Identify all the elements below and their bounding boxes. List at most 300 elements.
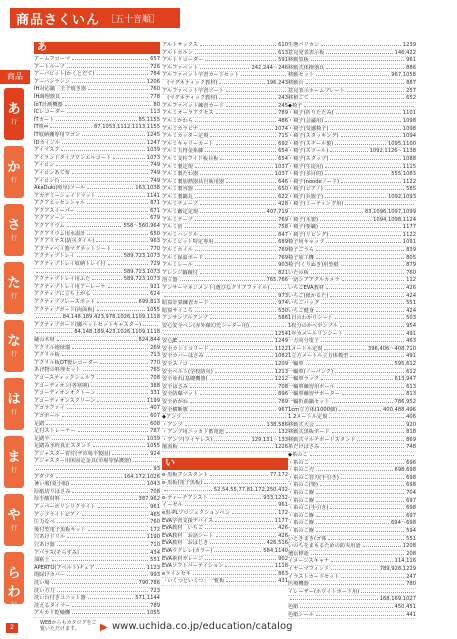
entry-page: 93 (153, 466, 160, 473)
entry-name: ITカート (34, 116, 55, 123)
entry-name: アルミホイル (162, 247, 193, 254)
leader-dots (67, 534, 145, 538)
index-entry (288, 460, 416, 468)
leader-dots (195, 186, 276, 190)
index-entry (34, 276, 160, 284)
leader-dots (290, 209, 363, 213)
leader-dots (195, 50, 276, 54)
index-entry (162, 217, 288, 225)
leader-dots (210, 495, 261, 499)
leader-dots (220, 156, 276, 160)
entry-page: 896 (278, 391, 288, 398)
index-entry (162, 437, 288, 445)
leader-dots (108, 261, 149, 265)
entry-name: アクリル板 (34, 352, 60, 359)
page-footer (0, 616, 457, 639)
index-entry (288, 232, 416, 240)
leader-dots (214, 548, 261, 552)
entry-name: 洗い場 (34, 579, 50, 586)
entry-name: ・糸のこ盤 (288, 497, 314, 504)
entry-name: 暗算サイころ (162, 307, 193, 314)
leader-dots (65, 102, 152, 106)
entry-name: ・アンプ (162, 421, 183, 428)
leader-dots (325, 194, 386, 198)
entry-name: アコーディオン(各寒期) (34, 382, 90, 389)
tab-4[interactable] (4, 320, 24, 372)
entry-page: 426 (406, 285, 416, 291)
entry-name: ・椅子(受講椅子) (288, 125, 329, 132)
entry-page: 787 (150, 428, 160, 435)
entry-name: IDカイジル (34, 139, 60, 146)
entry-name: 移動セット (288, 72, 314, 79)
entry-name: ・アンプ(ワイヤレス) (162, 436, 213, 443)
entry-name: 1メートル定規 (288, 345, 323, 352)
entry-page: 530 (278, 307, 288, 314)
index-entry (162, 338, 288, 346)
entry-page: 113 (150, 109, 160, 116)
index-entry (162, 510, 288, 518)
entry-name: アコースティックシェルフ (34, 374, 96, 381)
index-entry (34, 71, 160, 79)
leader-dots (93, 291, 149, 295)
entry-name: ◆糸のこ (288, 452, 308, 459)
leader-dots (52, 436, 145, 440)
entry-page: 699,813 (138, 299, 160, 305)
entry-name: アクアソーン (34, 215, 65, 222)
index-entry (34, 94, 160, 102)
index-entry (162, 548, 288, 556)
index-entry (34, 588, 160, 596)
leader-dots (311, 460, 404, 464)
leader-dots (320, 482, 404, 486)
leader-dots (62, 352, 148, 356)
entry-name: 一方向分電子 (288, 338, 320, 345)
leader-dots (210, 315, 276, 319)
entry-page: 424 (406, 307, 416, 314)
leader-dots (210, 133, 276, 137)
leader-dots (100, 360, 148, 364)
leader-dots (113, 246, 148, 250)
entry-name: 椅子用キャップ (288, 239, 325, 246)
index-entry (288, 604, 416, 612)
entry-name: (マグネティック教材) (162, 95, 218, 102)
entry-name: EVAソフトパーテイション (162, 563, 224, 570)
index-entry (288, 217, 416, 225)
entry-page: 805 (406, 254, 416, 261)
index-entry (162, 353, 288, 361)
leader-dots (225, 563, 272, 567)
leader-dots (215, 239, 276, 243)
index-entry (34, 284, 160, 292)
index-entry (162, 346, 288, 354)
entry-name: 1cm立方体(1000個) (288, 406, 338, 413)
entry-name: アルミ支柱フイド板目板 (162, 155, 219, 162)
leader-dots (61, 178, 148, 182)
entry-page: 1123 (146, 564, 160, 571)
entry-page: 1177 (402, 224, 416, 231)
index-entry (288, 467, 416, 475)
index-entry (34, 421, 160, 429)
entry-name: アクリル板OT製レコーダー (34, 359, 99, 366)
entry-name: アルミレール (162, 262, 193, 269)
entry-page: 1239 (402, 42, 416, 48)
entry-name: 意見発表表示板 (288, 49, 325, 56)
entry-name: アルミ製鍋丸 (162, 193, 193, 200)
index-entry (288, 148, 416, 156)
entry-page: 407 (150, 405, 160, 412)
entry-name: イメージスキャナ (288, 558, 330, 565)
entry-page: 1213 (274, 368, 288, 375)
index-entry (162, 133, 288, 141)
leader-dots (56, 162, 148, 166)
leader-dots (310, 452, 414, 456)
entry-page: 689 (278, 239, 288, 246)
entry-page: 813 (406, 391, 416, 398)
catalog-link[interactable]: www.uchida.co.jp/education/catalog (112, 621, 293, 632)
entry-page: 589,723,1073 (123, 276, 160, 283)
index-entry (288, 369, 416, 377)
entry-name: 安全ベルト(学校防災) (162, 368, 213, 375)
index-entry (288, 126, 416, 134)
leader-dots (311, 270, 404, 274)
tab-8[interactable] (4, 552, 24, 609)
index-entry (162, 285, 288, 293)
index-entry (34, 215, 160, 223)
entry-name: ・アンプ用ニッカド蓄電池 (162, 429, 224, 436)
index-entry (288, 475, 416, 483)
leader-dots (321, 300, 404, 304)
entry-name: 罷流板 (162, 444, 178, 451)
entry-page: 1082 (274, 353, 288, 360)
index-entry (34, 360, 160, 368)
entry-name: アルミ製たわ器 (162, 171, 199, 178)
leader-dots (206, 353, 273, 357)
index-entry (162, 126, 288, 134)
index-entry (288, 422, 416, 430)
leader-dots (164, 293, 276, 297)
entry-page: 710 (150, 542, 160, 548)
entry-page: 396,406〜408,710 (367, 345, 416, 352)
entry-page: 704 (406, 490, 416, 497)
index-entry (34, 231, 160, 239)
entry-name: アルファベット学習カードセット (162, 72, 240, 79)
entry-page: 424 (406, 292, 416, 299)
leader-dots (72, 170, 148, 174)
index-entry (288, 589, 416, 597)
index-entry (162, 480, 288, 488)
entry-name: アルミ箔 (162, 224, 183, 231)
entry-page: 1073 (146, 154, 160, 161)
entry-name: アルミカッター定規 (162, 133, 209, 140)
index-entry (34, 458, 160, 466)
entry-name: ・椅子(折りたたみ) (288, 110, 334, 117)
index-entry (34, 337, 160, 345)
tab-kana: か (7, 160, 21, 175)
index-entry (162, 293, 288, 301)
index-entry (34, 299, 160, 307)
leader-dots (210, 376, 273, 380)
leader-dots (326, 65, 404, 69)
leader-dots (98, 504, 148, 508)
leader-dots (190, 407, 276, 411)
index-entry (162, 533, 288, 541)
index-entry (162, 194, 288, 202)
index-entry (288, 277, 416, 285)
entry-page: 172 (278, 510, 288, 517)
entry-name: 1日のわかりシート (288, 315, 333, 322)
entry-page: 654 (278, 148, 288, 155)
leader-dots (180, 277, 265, 281)
entry-name: 椅子ごうら (288, 247, 314, 254)
entry-name: 安心JE (162, 338, 178, 345)
leader-dots (325, 171, 389, 175)
entry-name: 穴あけ器 (34, 542, 55, 548)
entry-name: ・椅子(木製) (288, 216, 318, 223)
leader-dots (321, 338, 404, 342)
index-entry (162, 110, 288, 118)
index-entry (288, 407, 416, 415)
index-entry (288, 80, 416, 88)
leader-dots (321, 444, 404, 448)
index-entry (288, 156, 416, 164)
tab-gyo: 行 (10, 467, 17, 474)
index-entry (288, 224, 416, 232)
leader-dots (226, 578, 276, 582)
leader-dots (342, 277, 405, 281)
index-entry (288, 209, 416, 217)
entry-name: 洗い台付きユニット器 (34, 595, 86, 602)
entry-page: 196,243 (266, 79, 288, 86)
entry-name: 一輪折曲鍋セット (288, 398, 330, 405)
entry-page: 698,698 (394, 467, 416, 474)
index-entry (34, 307, 160, 315)
entry-name: 安全カシミコリード (162, 345, 209, 352)
index-entry (162, 179, 288, 187)
entry-page: 586 (278, 315, 288, 322)
index-entry (288, 490, 416, 498)
tab-gyo: 行 (10, 351, 17, 358)
tab-1[interactable] (4, 146, 24, 198)
entry-page: 84,148,189,423,978,1026,1109,1118 (62, 314, 160, 321)
entry-name: アートループ (34, 63, 65, 70)
leader-dots (72, 603, 148, 607)
index-entry (288, 505, 416, 513)
entry-name: アクティブボード(両面板) (34, 306, 95, 313)
index-entry (34, 170, 160, 178)
entry-page: 269 (150, 344, 160, 351)
index-entry (288, 482, 416, 490)
index-entry (34, 390, 160, 398)
entry-page: 650 (278, 186, 288, 193)
leader-dots (330, 126, 400, 130)
entry-name: アームフローマ (34, 56, 71, 62)
entry-page: 407,719 (266, 209, 288, 216)
entry-page: 769 (278, 254, 288, 261)
leader-dots (210, 472, 268, 476)
entry-name: アパラス(そらすみ) (34, 549, 79, 556)
index-entry (162, 232, 288, 240)
leader-dots (339, 407, 381, 411)
leader-dots (321, 376, 393, 380)
leader-dots (36, 466, 151, 470)
index-entry (34, 178, 160, 186)
leader-dots (363, 543, 401, 547)
index-entry (34, 474, 160, 482)
leader-dots (57, 337, 137, 341)
entry-page: 1199 (146, 397, 160, 404)
entry-page: 87,1053,1112,1113,1155 (93, 124, 160, 131)
entry-page: 723 (150, 587, 160, 594)
leader-dots (88, 86, 148, 90)
leader-dots (133, 458, 158, 462)
index-entry (34, 200, 160, 208)
entry-page: 1098 (402, 125, 416, 132)
index-entry (34, 246, 160, 254)
tab-0[interactable] (4, 88, 24, 140)
entry-page: 973 (278, 292, 288, 299)
entry-page: 692 (278, 140, 288, 147)
entry-page: 708 (278, 383, 288, 390)
leader-dots (200, 42, 276, 46)
entry-name: IH対応鍋 玉子焼き器 (34, 86, 87, 93)
entry-page: 595,612 (394, 360, 416, 367)
tab-5[interactable] (4, 378, 24, 430)
entry-page: 387,962 (138, 496, 160, 503)
entry-name: 移動台 (288, 79, 304, 86)
index-entry (34, 451, 160, 459)
tab-gyo: 行 (10, 119, 17, 126)
index-entry (288, 110, 416, 118)
entry-page: 1091 (402, 239, 416, 246)
leader-dots (164, 331, 273, 335)
entry-page: 821 (278, 269, 288, 276)
entry-name: アルトホルン (162, 49, 193, 56)
entry-page: 491 (406, 330, 416, 337)
entry-name: 移動式体操器具 (288, 64, 325, 71)
index-entry (288, 346, 416, 354)
leader-dots (331, 558, 392, 562)
leader-dots (112, 451, 148, 455)
entry-name: 雨除けカバー (34, 572, 66, 579)
leader-dots (67, 109, 148, 113)
tab-kana: は (7, 392, 21, 407)
index-entry (162, 95, 288, 103)
entry-name: アクティブトレイ (34, 253, 75, 260)
entry-page: 933,1232 (263, 494, 288, 501)
index-entry (162, 487, 288, 495)
leader-dots (290, 596, 378, 600)
entry-page: 571,1144 (135, 595, 160, 602)
index-entry (288, 528, 416, 536)
tab-6[interactable] (4, 436, 24, 488)
index-entry (288, 239, 416, 247)
entry-page: 208 (406, 550, 416, 557)
tab-7[interactable] (4, 494, 24, 546)
index-entry (162, 495, 288, 503)
leader-dots (195, 247, 276, 251)
entry-page: 84,148,189,423,1026,1109,1118 (74, 329, 160, 336)
index-entry (288, 118, 416, 126)
leader-dots (316, 513, 404, 517)
entry-name: アゴラファイ (34, 405, 65, 412)
entry-name: 色紙 (288, 603, 299, 610)
index-entry (34, 489, 160, 497)
entry-name: 医療機器 (288, 581, 309, 588)
leader-dots (211, 300, 276, 304)
index-entry (162, 300, 288, 308)
entry-name: イラストカードセット (288, 573, 340, 580)
leader-dots (180, 444, 273, 448)
index-entry (162, 239, 288, 247)
leader-dots (330, 148, 367, 152)
tab-gyo: 行 (10, 235, 17, 242)
index-entry (288, 574, 416, 582)
leader-dots (67, 405, 148, 409)
entry-name: 足踏み水栓真正スタンド (34, 443, 92, 450)
arrow-icon: ▶ (100, 622, 108, 633)
leader-dots (88, 527, 148, 531)
leader-dots (77, 208, 148, 212)
entry-name: e-黒板アシスタント (162, 472, 209, 479)
index-entry (34, 428, 160, 436)
entry-name: 安全防爆マット (162, 391, 199, 398)
index-entry (288, 72, 416, 80)
leader-dots (211, 346, 273, 350)
entry-name: ・糸のこ盤 (288, 528, 314, 534)
index-entry (34, 466, 160, 474)
entry-name: eラインセキ (162, 570, 191, 577)
index-entry (162, 578, 288, 586)
index-entry (162, 391, 288, 399)
leader-dots (91, 383, 148, 387)
index-entry (162, 201, 288, 209)
entry-page: 749 (150, 162, 160, 169)
tab-2[interactable] (4, 204, 24, 256)
entry-name: アイマスク (34, 147, 60, 154)
leader-dots (179, 338, 273, 342)
index-entry (288, 308, 416, 316)
index-entry (162, 103, 288, 111)
entry-page: 749 (150, 169, 160, 176)
entry-name: EVAウクレレ(カラー) (162, 548, 213, 554)
entry-page: 887 (406, 79, 416, 86)
index-entry (288, 285, 416, 293)
entry-page: 589,723,1073 (123, 253, 160, 260)
index-entry (162, 262, 288, 270)
entry-name: アクアリテス(防災タイル) (34, 238, 95, 245)
leader-dots (97, 398, 144, 402)
leader-dots (325, 164, 401, 168)
tab-3[interactable] (4, 262, 24, 314)
entry-page: 607 (150, 412, 160, 419)
index-entry (288, 201, 416, 209)
index-entry (162, 164, 288, 172)
entry-page: 1209 (274, 360, 288, 367)
index-entry (162, 331, 288, 339)
leader-dots (72, 489, 148, 493)
entry-page: 671 (150, 207, 160, 214)
entry-page: 694〜698 (391, 520, 416, 527)
entry-page: 163,1038 (135, 185, 160, 192)
index-entry (288, 194, 416, 202)
entry-page: 729 (150, 261, 160, 268)
index-entry (34, 527, 160, 535)
leader-dots (200, 270, 276, 274)
index-entry (162, 209, 288, 217)
index-entry (288, 88, 416, 96)
leader-dots (113, 155, 145, 159)
entry-name: ・糸のこ(楽) (288, 482, 318, 489)
